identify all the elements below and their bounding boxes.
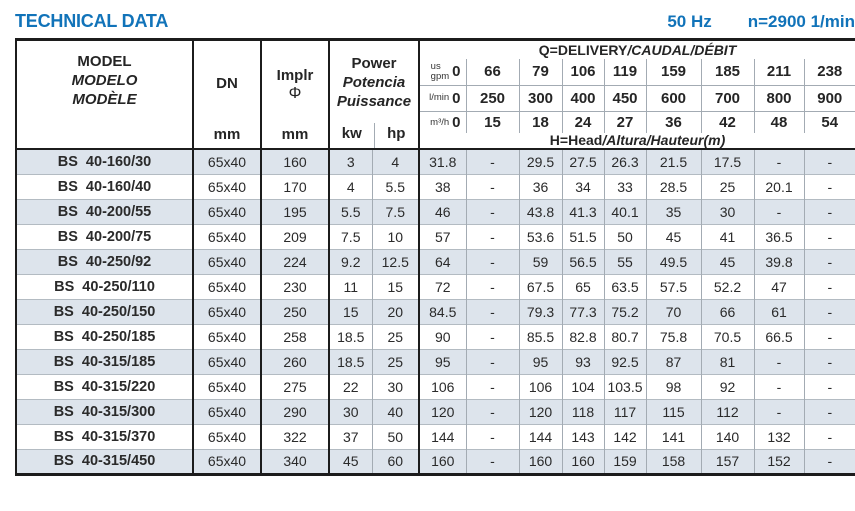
hp-cell: 20	[372, 299, 419, 324]
hp-cell: 40	[372, 399, 419, 424]
head-value-cell: 34	[562, 174, 604, 199]
head-value-cell: -	[466, 399, 519, 424]
head-value-cell: 67.5	[519, 274, 562, 299]
kw-cell: 37	[329, 424, 372, 449]
power-header-line: Puissance	[336, 92, 412, 110]
head-value-cell: 59	[519, 249, 562, 274]
model-cell: BS 40-315/450	[16, 449, 193, 474]
kw-cell: 3	[329, 149, 372, 174]
flow-unit-label: m³/h	[430, 116, 450, 128]
head-value-cell: 53.6	[519, 224, 562, 249]
flow-value-cell: 36	[646, 111, 701, 133]
head-value-cell: 93	[562, 349, 604, 374]
head-value-cell: -	[754, 349, 804, 374]
head-value-cell: 33	[604, 174, 646, 199]
head-value-cell: -	[804, 249, 855, 274]
head-value-cell: 28.5	[646, 174, 701, 199]
head-value-cell: 57.5	[646, 274, 701, 299]
head-value-cell: 49.5	[646, 249, 701, 274]
head-value-cell: -	[804, 424, 855, 449]
head-value-cell: 72	[419, 274, 466, 299]
head-value-cell: 85.5	[519, 324, 562, 349]
head-value-cell: 65	[562, 274, 604, 299]
head-value-cell: 64	[419, 249, 466, 274]
head-value-cell: -	[466, 299, 519, 324]
flow-unit-label: l/min	[429, 92, 450, 104]
table-row	[16, 274, 855, 299]
kw-cell: 18.5	[329, 324, 372, 349]
table-row	[16, 249, 855, 274]
head-value-cell: 17.5	[701, 149, 754, 174]
model-cell: BS 40-200/55	[16, 199, 193, 224]
kw-cell: 45	[329, 449, 372, 474]
table-row	[16, 199, 855, 224]
head-value-cell: -	[804, 374, 855, 399]
model-cell: BS 40-200/75	[16, 224, 193, 249]
dn-cell: 65x40	[193, 299, 261, 324]
head-value-cell: 81	[701, 349, 754, 374]
head-value-cell: -	[804, 224, 855, 249]
flow-value-cell: 48	[754, 111, 804, 133]
table-row	[16, 374, 855, 399]
head-value-cell: 143	[562, 424, 604, 449]
flow-value-cell: 450	[604, 85, 646, 111]
head-value-cell: -	[466, 224, 519, 249]
head-value-cell: 61	[754, 299, 804, 324]
head-value-cell: 29.5	[519, 149, 562, 174]
hp-cell: 12.5	[372, 249, 419, 274]
dn-cell: 65x40	[193, 149, 261, 174]
head-value-cell: 117	[604, 399, 646, 424]
head-value-cell: 132	[754, 424, 804, 449]
model-header-line: MODELO	[71, 71, 138, 89]
head-value-cell: 31.8	[419, 149, 466, 174]
table-row	[16, 399, 855, 424]
head-value-cell: 158	[646, 449, 701, 474]
speed-label: n=2900 1/min	[747, 12, 855, 31]
dn-label: DN	[216, 75, 238, 92]
head-value-cell: 142	[604, 424, 646, 449]
head-value-cell: 20.1	[754, 174, 804, 199]
kw-cell: 30	[329, 399, 372, 424]
head-value-cell: -	[466, 149, 519, 174]
head-value-cell: 36	[519, 174, 562, 199]
power-header-line: Power	[351, 54, 397, 72]
head-value-cell: -	[466, 199, 519, 224]
flow-value-cell: 18	[519, 111, 562, 133]
power-header-line: Potencia	[342, 73, 406, 91]
hp-cell: 5.5	[372, 174, 419, 199]
head-value-cell: -	[466, 249, 519, 274]
hp-cell: 4	[372, 149, 419, 174]
hp-cell: 30	[372, 374, 419, 399]
head-value-cell: -	[466, 324, 519, 349]
flow-value-cell: 211	[754, 59, 804, 85]
flow-zero-value: 0	[452, 63, 461, 81]
hp-cell: 25	[372, 324, 419, 349]
model-cell: BS 40-315/185	[16, 349, 193, 374]
dn-cell: 65x40	[193, 174, 261, 199]
power-column-header	[329, 40, 419, 150]
table-body	[16, 149, 855, 474]
head-value-cell: -	[804, 274, 855, 299]
head-title: H=Head/Altura/Hauteur(m)	[549, 133, 726, 148]
model-cell: BS 40-160/30	[16, 149, 193, 174]
flow-value-cell: 24	[562, 111, 604, 133]
flow-value-cell: 900	[804, 85, 855, 111]
dn-cell: 65x40	[193, 274, 261, 299]
head-value-cell: 106	[419, 374, 466, 399]
head-value-cell: -	[466, 274, 519, 299]
head-value-cell: 98	[646, 374, 701, 399]
head-value-cell: 160	[562, 449, 604, 474]
kw-cell: 5.5	[329, 199, 372, 224]
flow-value-cell: 106	[562, 59, 604, 85]
head-value-cell: 50	[604, 224, 646, 249]
hp-cell: 60	[372, 449, 419, 474]
head-value-cell: 120	[419, 399, 466, 424]
dn-column-header	[193, 40, 261, 150]
flow-value-cell: 700	[701, 85, 754, 111]
flow-unit-zero-cell	[419, 111, 466, 133]
impeller-unit: mm	[281, 125, 309, 143]
head-value-cell: 79.3	[519, 299, 562, 324]
impeller-cell: 224	[261, 249, 329, 274]
kw-cell: 18.5	[329, 349, 372, 374]
impeller-cell: 340	[261, 449, 329, 474]
head-value-cell: 57	[419, 224, 466, 249]
head-value-cell: 160	[519, 449, 562, 474]
model-cell: BS 40-250/185	[16, 324, 193, 349]
head-value-cell: 141	[646, 424, 701, 449]
head-value-cell: -	[827, 153, 833, 170]
head-value-cell: 46	[419, 199, 466, 224]
head-value-cell: 160	[419, 449, 466, 474]
flow-value-cell: 119	[604, 59, 646, 85]
kw-cell: 22	[329, 374, 372, 399]
table-row	[16, 349, 855, 374]
impeller-cell: 290	[261, 399, 329, 424]
head-value-cell: 103.5	[604, 374, 646, 399]
impeller-label: Implr	[276, 66, 314, 84]
table-row	[16, 174, 855, 199]
head-value-cell: 92	[701, 374, 754, 399]
impeller-cell: 230	[261, 274, 329, 299]
table-row	[16, 449, 855, 474]
head-value-cell: 77.3	[562, 299, 604, 324]
head-value-cell: 112	[701, 399, 754, 424]
page-title: TECHNICAL DATA	[15, 11, 169, 31]
flow-value-cell: 300	[519, 85, 562, 111]
dn-cell: 65x40	[193, 399, 261, 424]
impeller-cell: 160	[261, 149, 329, 174]
impeller-cell: 170	[261, 174, 329, 199]
head-value-cell: 51.5	[562, 224, 604, 249]
head-value-cell: -	[804, 349, 855, 374]
head-value-cell: 45	[701, 249, 754, 274]
hp-cell: 50	[372, 424, 419, 449]
head-value-cell: 80.7	[604, 324, 646, 349]
head-value-cell: -	[466, 349, 519, 374]
head-value-cell: 39.8	[754, 249, 804, 274]
head-value-cell: 95	[419, 349, 466, 374]
model-column-header	[16, 40, 193, 150]
model-header-line: MODÈLE	[72, 90, 137, 108]
head-value-cell: 120	[519, 399, 562, 424]
head-value-cell: 115	[646, 399, 701, 424]
impeller-cell: 209	[261, 224, 329, 249]
impeller-cell: 258	[261, 324, 329, 349]
head-value-cell: 82.8	[562, 324, 604, 349]
head-value-cell: -	[804, 324, 855, 349]
model-header-line: MODEL	[77, 52, 132, 70]
flow-value-cell: 159	[646, 59, 701, 85]
head-value-cell: -	[466, 449, 519, 474]
hp-cell: 25	[372, 349, 419, 374]
head-value-cell: 66.5	[754, 324, 804, 349]
head-value-cell: 27.5	[562, 149, 604, 174]
head-value-cell: 25	[701, 174, 754, 199]
flow-zero-value: 0	[452, 113, 461, 131]
kw-cell: 7.5	[329, 224, 372, 249]
flow-value-cell: 185	[701, 59, 754, 85]
head-value-cell: 63.5	[604, 274, 646, 299]
model-cell: BS 40-250/150	[16, 299, 193, 324]
head-value-cell: -	[754, 374, 804, 399]
hp-unit: hp	[374, 123, 419, 148]
kw-cell: 11	[329, 274, 372, 299]
kw-cell: 15	[329, 299, 372, 324]
dn-cell: 65x40	[193, 199, 261, 224]
head-value-cell: -	[754, 399, 804, 424]
head-value-cell: 41	[701, 224, 754, 249]
impeller-column-header	[261, 40, 329, 150]
head-value-cell: 84.5	[419, 299, 466, 324]
hp-cell: 15	[372, 274, 419, 299]
head-value-cell: -	[804, 449, 855, 474]
flow-value-cell: 250	[466, 85, 519, 111]
head-value-cell: 159	[604, 449, 646, 474]
flow-value-cell: 27	[604, 111, 646, 133]
head-value-cell: 140	[701, 424, 754, 449]
head-value-cell: 35	[646, 199, 701, 224]
kw-cell: 4	[329, 174, 372, 199]
head-value-cell: -	[754, 199, 804, 224]
dn-cell: 65x40	[193, 249, 261, 274]
head-value-cell: -	[804, 199, 855, 224]
table-row	[16, 324, 855, 349]
head-value-cell: 41.3	[562, 199, 604, 224]
table-row	[16, 224, 855, 249]
head-value-cell: -	[754, 149, 804, 174]
model-cell: BS 40-250/110	[16, 274, 193, 299]
head-value-cell: 43.8	[519, 199, 562, 224]
flow-unit-zero-cell	[419, 85, 466, 111]
head-value-cell: 104	[562, 374, 604, 399]
kw-cell: 9.2	[329, 249, 372, 274]
flow-value-cell: 600	[646, 85, 701, 111]
head-value-cell: -	[466, 424, 519, 449]
flow-value-cell: 400	[562, 85, 604, 111]
head-value-cell: 38	[419, 174, 466, 199]
table-row	[16, 424, 855, 449]
table-header	[16, 40, 855, 150]
flow-value-cell: 238	[817, 63, 843, 81]
head-value-cell: 144	[519, 424, 562, 449]
model-cell: BS 40-160/40	[16, 174, 193, 199]
hp-cell: 7.5	[372, 199, 419, 224]
head-value-cell: -	[466, 174, 519, 199]
flow-zero-value: 0	[452, 89, 461, 107]
head-value-cell: -	[466, 374, 519, 399]
kw-unit: kw	[341, 124, 362, 142]
flow-value-cell: 54	[804, 111, 855, 133]
dn-cell: 65x40	[193, 449, 261, 474]
flow-value-cell: 79	[519, 59, 562, 85]
head-value-cell: 26.3	[604, 149, 646, 174]
flow-value-cell: 15	[466, 111, 519, 133]
head-value-cell: 106	[519, 374, 562, 399]
head-value-cell: 92.5	[604, 349, 646, 374]
head-value-cell: 87	[646, 349, 701, 374]
dn-cell: 65x40	[193, 374, 261, 399]
model-cell: BS 40-315/220	[16, 374, 193, 399]
head-value-cell: 95	[519, 349, 562, 374]
impeller-cell: 260	[261, 349, 329, 374]
dn-cell: 65x40	[193, 324, 261, 349]
flow-unit-zero-cell	[419, 59, 466, 85]
head-value-cell: 90	[419, 324, 466, 349]
flow-value-cell: 66	[466, 59, 519, 85]
model-cell: BS 40-315/370	[16, 424, 193, 449]
impeller-cell: 275	[261, 374, 329, 399]
head-value-cell: 40.1	[604, 199, 646, 224]
page-header	[15, 11, 855, 32]
model-cell: BS 40-250/92	[16, 249, 193, 274]
head-value-cell: 144	[419, 424, 466, 449]
head-value-cell: 21.5	[646, 149, 701, 174]
impeller-cell: 195	[261, 199, 329, 224]
head-value-cell: 75.2	[604, 299, 646, 324]
head-value-cell: -	[804, 299, 855, 324]
head-value-cell: 30	[701, 199, 754, 224]
head-value-cell: -	[804, 399, 855, 424]
dn-cell: 65x40	[193, 349, 261, 374]
head-value-cell: -	[804, 174, 855, 199]
head-value-cell: 47	[754, 274, 804, 299]
impeller-phi-symbol: Φ	[288, 84, 302, 102]
head-value-cell: 152	[754, 449, 804, 474]
head-value-cell: 70.5	[701, 324, 754, 349]
head-value-cell: 157	[701, 449, 754, 474]
head-value-cell: 118	[562, 399, 604, 424]
flow-unit-label: us gpm	[430, 61, 450, 82]
head-value-cell: 45	[646, 224, 701, 249]
flow-value-cell: 800	[754, 85, 804, 111]
head-value-cell: 70	[646, 299, 701, 324]
hp-cell: 10	[372, 224, 419, 249]
head-value-cell: 56.5	[562, 249, 604, 274]
impeller-cell: 250	[261, 299, 329, 324]
delivery-title: Q=DELIVERY/CAUDAL/DÉBIT	[538, 42, 737, 58]
head-value-cell: 36.5	[754, 224, 804, 249]
table-row	[16, 149, 855, 174]
table-row	[16, 299, 855, 324]
frequency-label: 50 Hz	[667, 12, 712, 31]
dn-unit: mm	[213, 125, 241, 143]
head-value-cell: 75.8	[646, 324, 701, 349]
technical-data-table	[15, 38, 855, 476]
head-value-cell: 55	[604, 249, 646, 274]
model-cell: BS 40-315/300	[16, 399, 193, 424]
flow-value-cell: 42	[701, 111, 754, 133]
impeller-cell: 322	[261, 424, 329, 449]
dn-cell: 65x40	[193, 224, 261, 249]
head-value-cell: 66	[701, 299, 754, 324]
dn-cell: 65x40	[193, 424, 261, 449]
head-value-cell: 52.2	[701, 274, 754, 299]
